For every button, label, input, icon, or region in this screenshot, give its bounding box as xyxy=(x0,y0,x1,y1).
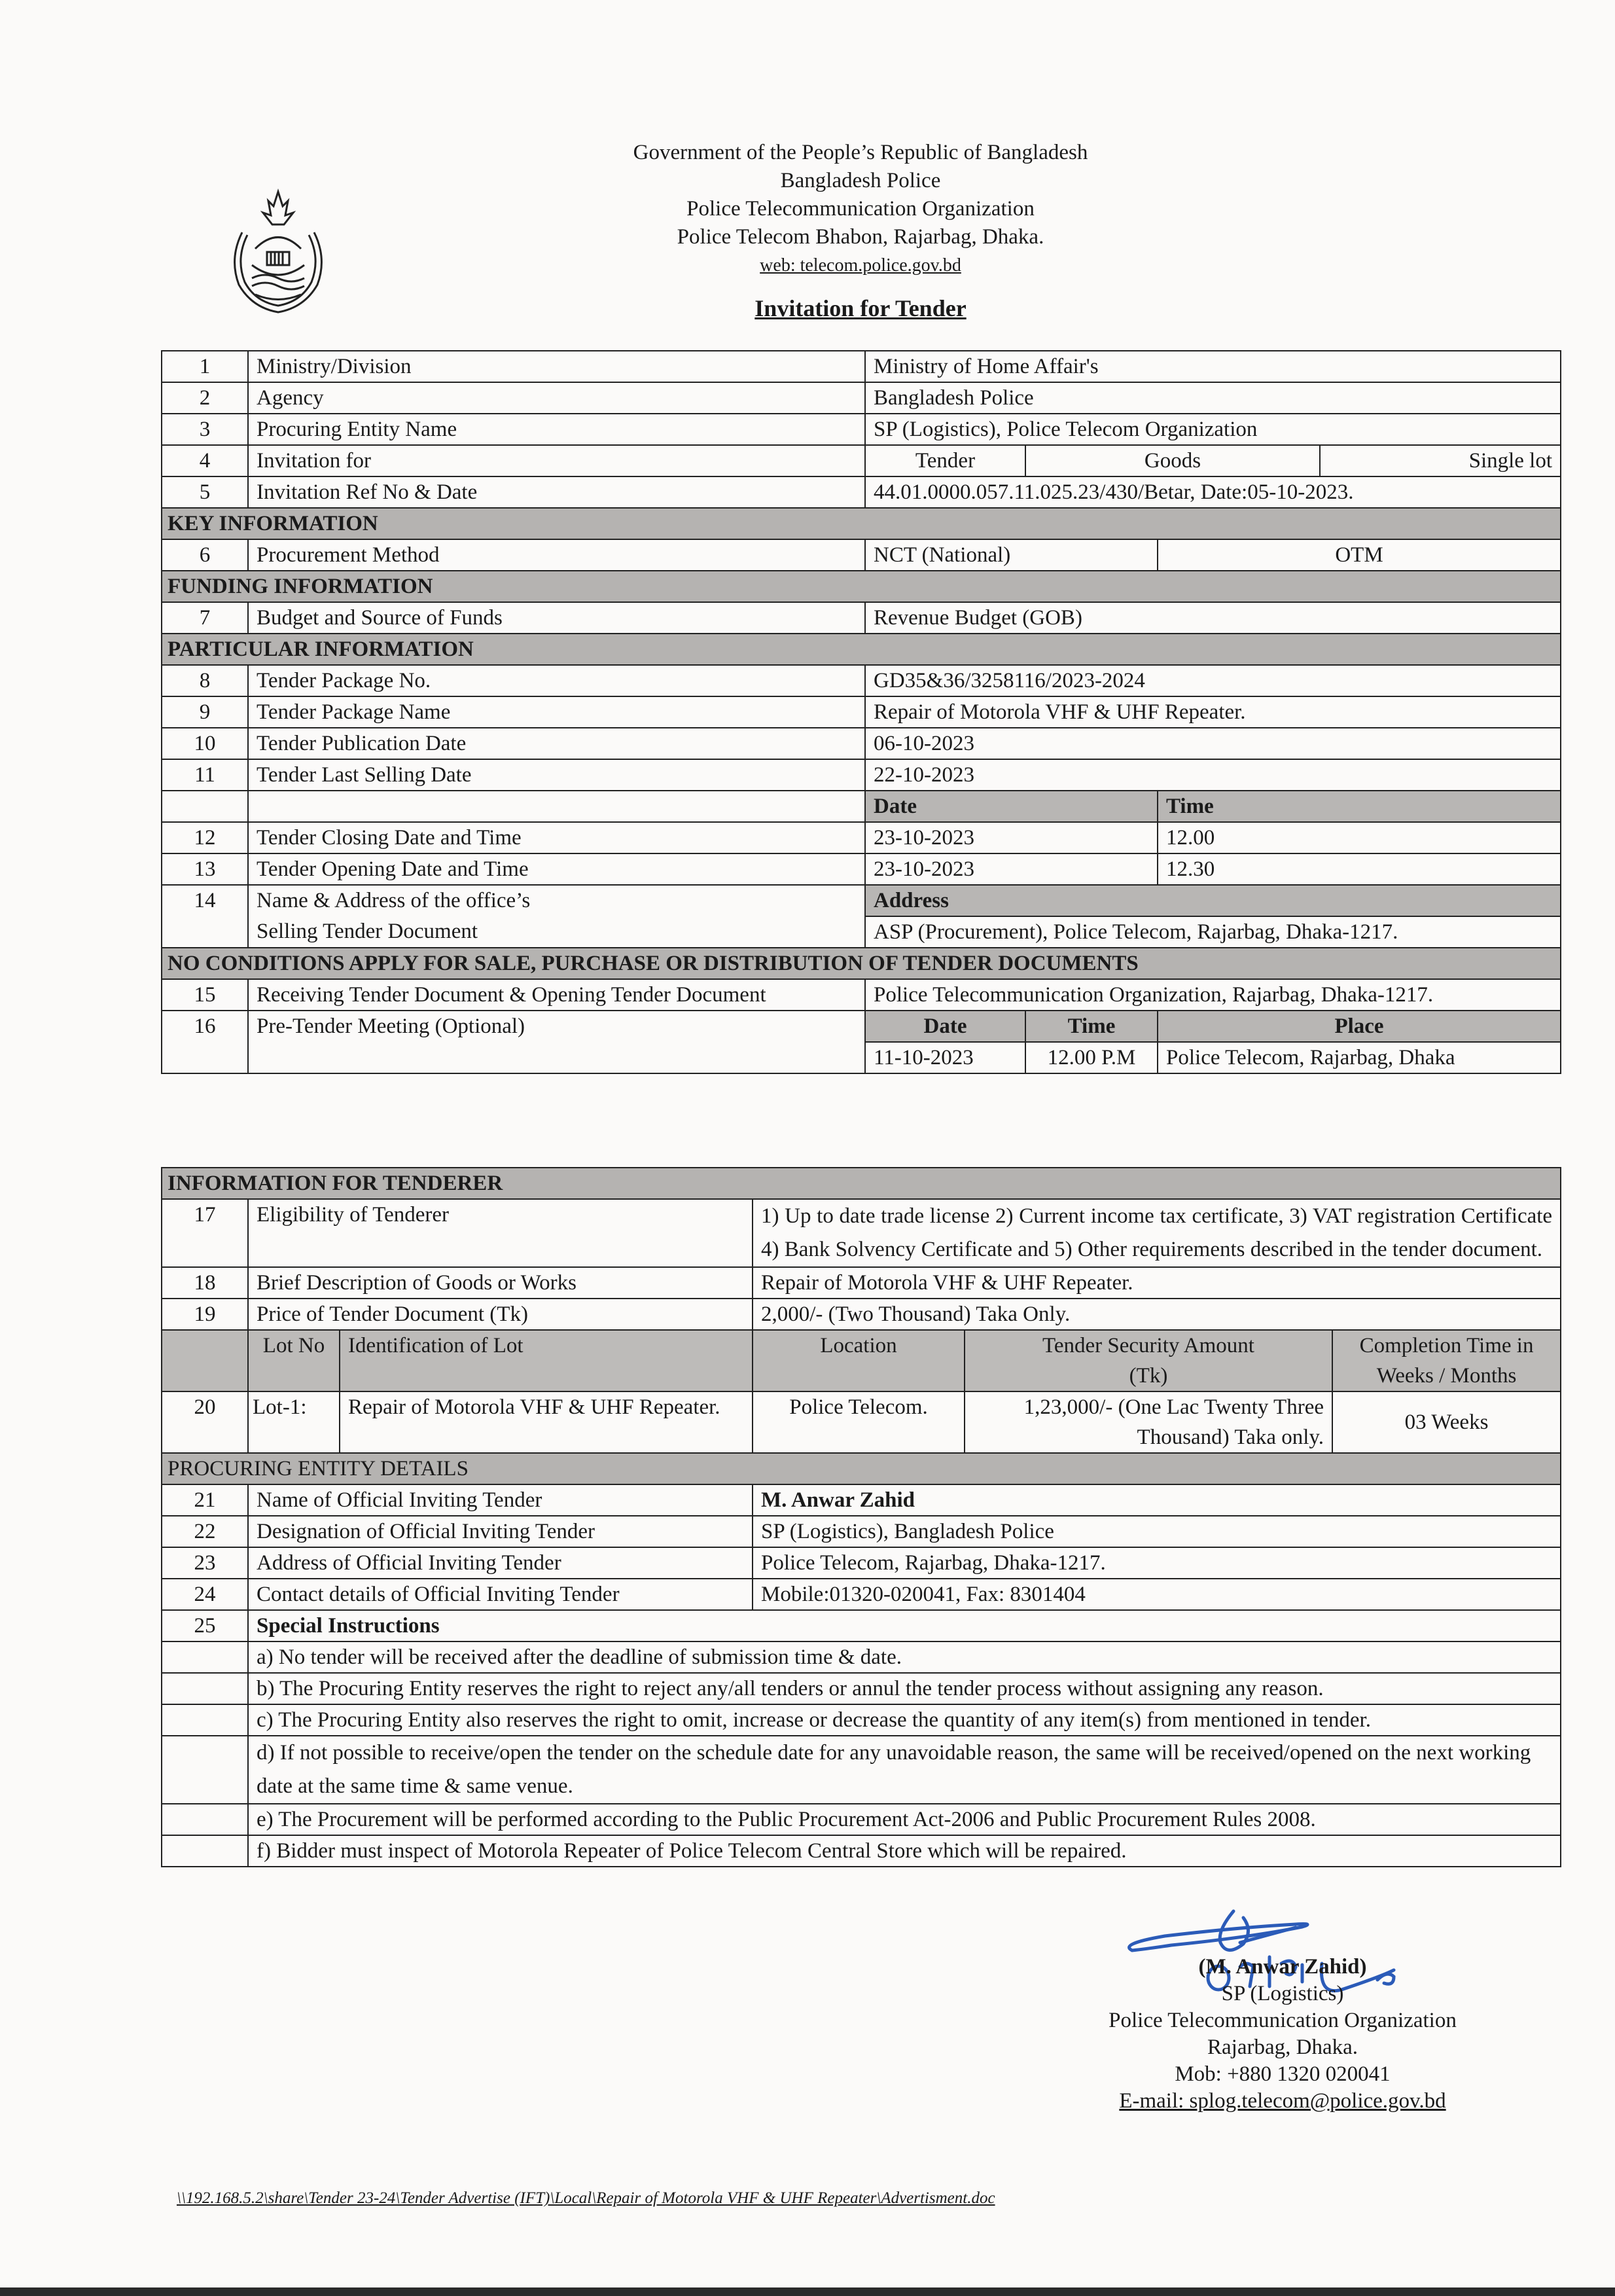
row-label: Name & Address of the office’s xyxy=(248,885,865,916)
table-row xyxy=(162,1011,1561,1042)
procurement-method-type: OTM xyxy=(1158,539,1561,571)
instruction-item: e) The Procurement will be performed according to the Public Procurement Act-2006 and Public Procurement Rules 2008. xyxy=(248,1804,1561,1835)
lot-location: Police Telecom. xyxy=(753,1391,965,1453)
table-row xyxy=(162,445,1561,476)
letterhead xyxy=(458,139,1263,279)
section-header-row xyxy=(162,634,1561,665)
row-value: Revenue Budget (GOB) xyxy=(865,602,1561,634)
row-label: Budget and Source of Funds xyxy=(248,602,865,634)
row-label: Invitation for xyxy=(248,445,865,476)
row-label: Tender Last Selling Date xyxy=(248,759,865,791)
row-number: 6 xyxy=(162,539,248,571)
signature-block xyxy=(1021,1954,1544,2115)
row-label: Pre-Tender Meeting (Optional) xyxy=(248,1011,865,1073)
lot-row xyxy=(162,1391,1561,1453)
table-row xyxy=(162,351,1561,382)
row-value: Mobile:01320-020041, Fax: 8301404 xyxy=(753,1579,1561,1610)
row-number: 18 xyxy=(162,1267,248,1299)
table-row xyxy=(162,696,1561,728)
row-number: 19 xyxy=(162,1299,248,1330)
signatory-designation: SP (Logistics) xyxy=(1221,1982,1344,2005)
instruction-item: a) No tender will be received after the deadline of submission time & date. xyxy=(248,1641,1561,1673)
row-value: GD35&36/3258116/2023-2024 xyxy=(865,665,1561,696)
row-number: 15 xyxy=(162,979,248,1011)
table-row xyxy=(162,476,1561,508)
row-value: 44.01.0000.057.11.025.23/430/Betar, Date:05-10-2023. xyxy=(865,476,1561,508)
row-number: 5 xyxy=(162,476,248,508)
row-label: Procuring Entity Name xyxy=(248,414,865,445)
procurement-method: NCT (National) xyxy=(865,539,1158,571)
row-number: 3 xyxy=(162,414,248,445)
table-row xyxy=(162,1547,1561,1579)
row-label: Invitation Ref No & Date xyxy=(248,476,865,508)
table-row xyxy=(162,1299,1561,1330)
invitation-type-lot: Single lot xyxy=(1320,445,1561,476)
section-particular-information: PARTICULAR INFORMATION xyxy=(162,634,1561,665)
row-label: Tender Publication Date xyxy=(248,728,865,759)
empty-cell xyxy=(162,1736,248,1804)
row-number: 14 xyxy=(162,885,248,916)
table-row xyxy=(162,885,1561,916)
table-row xyxy=(162,916,1561,948)
row-value: 06-10-2023 xyxy=(865,728,1561,759)
section-no-conditions: NO CONDITIONS APPLY FOR SALE, PURCHASE OR DISTRIBUTION OF TENDER DOCUMENTS xyxy=(162,948,1561,979)
instruction-item: d) If not possible to receive/open the tender on the schedule date for any unavoidable reason, the same will be received/opened on the next working date at the same time & same venue. xyxy=(248,1736,1561,1804)
row-number: 11 xyxy=(162,759,248,791)
government-name: Government of the People’s Republic of Bangladesh xyxy=(633,141,1088,164)
instruction-row xyxy=(162,1804,1561,1835)
empty-cell xyxy=(248,791,865,822)
table-row xyxy=(162,979,1561,1011)
empty-cell xyxy=(162,791,248,822)
row-number: 12 xyxy=(162,822,248,853)
completion-time-header: Completion Time in Weeks / Months xyxy=(1332,1330,1561,1391)
empty-cell xyxy=(162,1641,248,1673)
completion-time: 03 Weeks xyxy=(1332,1391,1561,1453)
row-number: 1 xyxy=(162,351,248,382)
signatory-organization: Police Telecommunication Organization xyxy=(1109,2009,1457,2032)
invitation-type-goods: Goods xyxy=(1025,445,1320,476)
instruction-row xyxy=(162,1835,1561,1867)
table-row xyxy=(162,1484,1561,1516)
tender-security-header: Tender Security Amount (Tk) xyxy=(965,1330,1332,1391)
section-procuring-entity-details: PROCURING ENTITY DETAILS xyxy=(162,1453,1561,1484)
meeting-place: Police Telecom, Rajarbag, Dhaka xyxy=(1158,1042,1561,1073)
section-funding-information: FUNDING INFORMATION xyxy=(162,571,1561,602)
row-number: 22 xyxy=(162,1516,248,1547)
file-path-footer: \\192.168.5.2\share\Tender 23-24\Tender Advertise (IFT)\Local\Repair of Motorola VHF & UHF Repeater\Advertisment.doc xyxy=(177,2189,995,2207)
row-value: Ministry of Home Affair's xyxy=(865,351,1561,382)
opening-time: 12.30 xyxy=(1158,853,1561,885)
agency-name: Bangladesh Police xyxy=(780,169,941,192)
row-label: Price of Tender Document (Tk) xyxy=(248,1299,753,1330)
row-label: Procurement Method xyxy=(248,539,865,571)
row-value: SP (Logistics), Police Telecom Organization xyxy=(865,414,1561,445)
special-instructions-label: Special Instructions xyxy=(248,1610,1561,1641)
row-value: Police Telecommunication Organization, Rajarbag, Dhaka-1217. xyxy=(865,979,1561,1011)
eligibility-requirements: 1) Up to date trade license 2) Current income tax certificate, 3) VAT registration Certificate 4) Bank Solvency Certificate and 5) Other requirements described in the tender document. xyxy=(753,1199,1561,1267)
lot-no-header: Lot No xyxy=(248,1330,340,1391)
signatory-mobile: Mob: +880 1320 020041 xyxy=(1175,2062,1391,2086)
row-value: 22-10-2023 xyxy=(865,759,1561,791)
row-number: 17 xyxy=(162,1199,248,1267)
table-row xyxy=(162,1579,1561,1610)
table-row xyxy=(162,1516,1561,1547)
table-row xyxy=(162,853,1561,885)
instruction-item: f) Bidder must inspect of Motorola Repeater of Police Telecom Central Store which will be repaired. xyxy=(248,1835,1561,1867)
meeting-time-header: Time xyxy=(1025,1011,1158,1042)
row-number: 16 xyxy=(162,1011,248,1073)
table-row xyxy=(162,602,1561,634)
row-label: Tender Opening Date and Time xyxy=(248,853,865,885)
row-label: Receiving Tender Document & Opening Tender Document xyxy=(248,979,865,1011)
document-title: Invitation for Tender xyxy=(754,295,967,321)
row-value: 2,000/- (Two Thousand) Taka Only. xyxy=(753,1299,1561,1330)
signatory-name: (M. Anwar Zahid) xyxy=(1198,1955,1367,1979)
section-header-row xyxy=(162,571,1561,602)
section-key-information: KEY INFORMATION xyxy=(162,508,1561,539)
row-label: Name of Official Inviting Tender xyxy=(248,1484,753,1516)
table-row xyxy=(162,665,1561,696)
empty-cell xyxy=(162,1330,248,1391)
instruction-row xyxy=(162,1673,1561,1704)
row-number: 20 xyxy=(162,1391,248,1453)
meeting-date-header: Date xyxy=(865,1011,1025,1042)
table-row xyxy=(162,822,1561,853)
instruction-item: b) The Procuring Entity reserves the right to reject any/all tenders or annul the tender process without assigning any reason. xyxy=(248,1673,1561,1704)
row-label: Designation of Official Inviting Tender xyxy=(248,1516,753,1547)
row-value: Repair of Motorola VHF & UHF Repeater. xyxy=(753,1267,1561,1299)
row-label: Tender Closing Date and Time xyxy=(248,822,865,853)
row-number: 4 xyxy=(162,445,248,476)
row-label: Tender Package No. xyxy=(248,665,865,696)
row-value: SP (Logistics), Bangladesh Police xyxy=(753,1516,1561,1547)
row-number: 8 xyxy=(162,665,248,696)
table-row xyxy=(162,414,1561,445)
row-number: 13 xyxy=(162,853,248,885)
meeting-date: 11-10-2023 xyxy=(865,1042,1025,1073)
row-number: 21 xyxy=(162,1484,248,1516)
instruction-row xyxy=(162,1641,1561,1673)
empty-cell xyxy=(162,1673,248,1704)
closing-time: 12.00 xyxy=(1158,822,1561,853)
invitation-type-tender: Tender xyxy=(865,445,1025,476)
row-label: Tender Package Name xyxy=(248,696,865,728)
tender-security-amount: 1,23,000/- (One Lac Twenty Three Thousand) Taka only. xyxy=(965,1391,1332,1453)
table-row xyxy=(162,1610,1561,1641)
organization-name: Police Telecommunication Organization xyxy=(686,197,1035,221)
official-name: M. Anwar Zahid xyxy=(753,1484,1561,1516)
scan-bottom-edge xyxy=(0,2287,1615,2296)
row-value: Police Telecom, Rajarbag, Dhaka-1217. xyxy=(753,1547,1561,1579)
meeting-place-header: Place xyxy=(1158,1011,1561,1042)
empty-cell xyxy=(162,1835,248,1867)
datetime-header-row xyxy=(162,791,1561,822)
table-row xyxy=(162,539,1561,571)
lot-identification-header: Identification of Lot xyxy=(340,1330,753,1391)
row-value: Repair of Motorola VHF & UHF Repeater. xyxy=(865,696,1561,728)
row-label: Brief Description of Goods or Works xyxy=(248,1267,753,1299)
table-row xyxy=(162,728,1561,759)
opening-date: 23-10-2023 xyxy=(865,853,1158,885)
row-number: 9 xyxy=(162,696,248,728)
section-information-for-tenderer: INFORMATION FOR TENDERER xyxy=(162,1168,1561,1199)
row-label: Eligibility of Tenderer xyxy=(248,1199,753,1267)
instruction-row xyxy=(162,1736,1561,1804)
signatory-city: Rajarbag, Dhaka. xyxy=(1207,2036,1358,2059)
row-number: 10 xyxy=(162,728,248,759)
row-number: 7 xyxy=(162,602,248,634)
row-label: Ministry/Division xyxy=(248,351,865,382)
row-value: Bangladesh Police xyxy=(865,382,1561,414)
empty-cell xyxy=(162,916,248,948)
row-number: 25 xyxy=(162,1610,248,1641)
police-emblem-seal xyxy=(216,187,340,317)
closing-date: 23-10-2023 xyxy=(865,822,1158,853)
table-row xyxy=(162,382,1561,414)
lot-identification: Repair of Motorola VHF & UHF Repeater. xyxy=(340,1391,753,1453)
section-header-row xyxy=(162,948,1561,979)
signatory-email[interactable]: E-mail: splog.telecom@police.gov.bd xyxy=(1119,2089,1446,2113)
section-header-row xyxy=(162,1168,1561,1199)
empty-cell xyxy=(162,1704,248,1736)
row-label-continued: Selling Tender Document xyxy=(248,916,865,948)
lot-number: Lot-1: xyxy=(248,1391,340,1453)
tender-info-table xyxy=(161,350,1561,1074)
row-label: Contact details of Official Inviting Tender xyxy=(248,1579,753,1610)
row-value: ASP (Procurement), Police Telecom, Rajarbag, Dhaka-1217. xyxy=(865,916,1561,948)
time-column-header: Time xyxy=(1158,791,1561,822)
row-label: Agency xyxy=(248,382,865,414)
section-header-row xyxy=(162,508,1561,539)
instruction-row xyxy=(162,1704,1561,1736)
table-row xyxy=(162,759,1561,791)
tenderer-info-table xyxy=(161,1167,1561,1867)
date-column-header: Date xyxy=(865,791,1158,822)
section-header-row xyxy=(162,1453,1561,1484)
organization-address: Police Telecom Bhabon, Rajarbag, Dhaka. xyxy=(677,225,1044,249)
table-row xyxy=(162,1267,1561,1299)
row-number: 24 xyxy=(162,1579,248,1610)
row-number: 23 xyxy=(162,1547,248,1579)
meeting-time: 12.00 P.M xyxy=(1025,1042,1158,1073)
address-column-header: Address xyxy=(865,885,1561,916)
instruction-item: c) The Procuring Entity also reserves the right to omit, increase or decrease the quantity of any item(s) from mentioned in tender. xyxy=(248,1704,1561,1736)
table-row xyxy=(162,1199,1561,1267)
row-number: 2 xyxy=(162,382,248,414)
empty-cell xyxy=(162,1804,248,1835)
row-label: Address of Official Inviting Tender xyxy=(248,1547,753,1579)
website-link[interactable]: web: telecom.police.gov.bd xyxy=(760,255,961,276)
lot-location-header: Location xyxy=(753,1330,965,1391)
lot-header-row xyxy=(162,1330,1561,1391)
